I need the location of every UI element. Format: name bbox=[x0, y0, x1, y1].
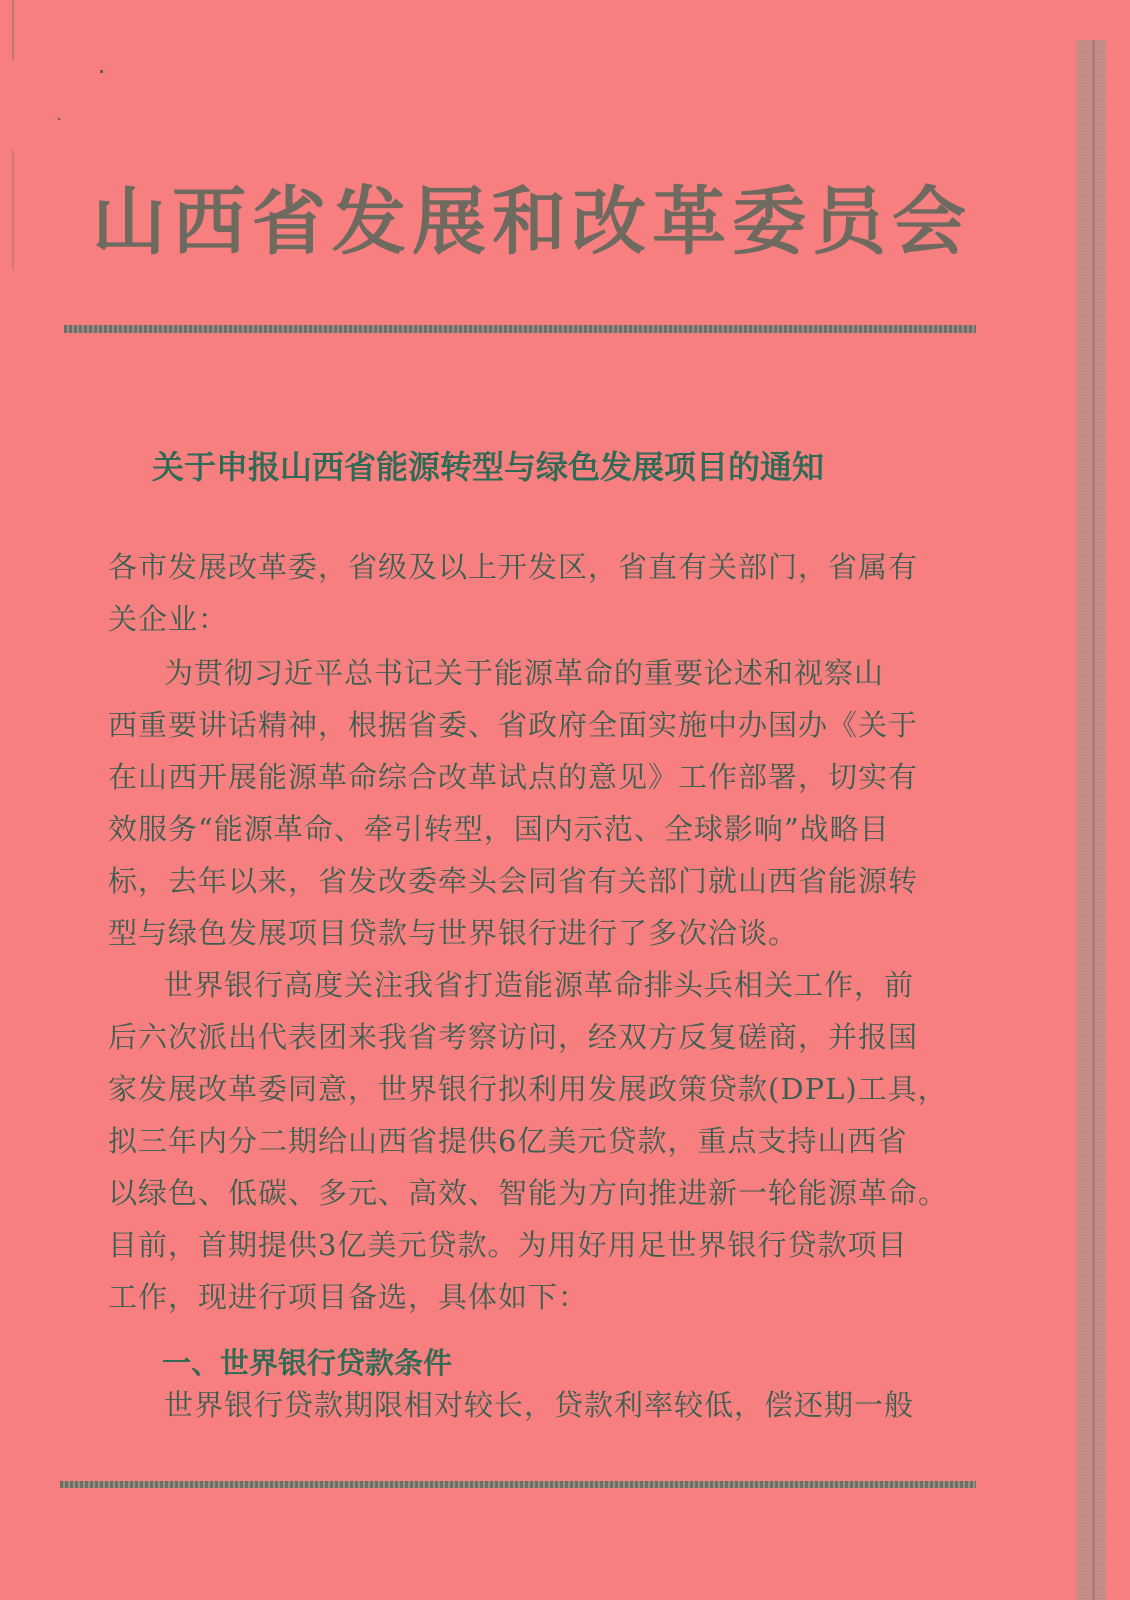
body-line: 效服务“能源革命、牵引转型，国内示范、全球影响”战略目 bbox=[108, 812, 890, 846]
section-heading: 一、世界银行贷款条件 bbox=[162, 1346, 453, 1380]
scan-edge-line bbox=[1092, 40, 1095, 1600]
body-line: 目前，首期提供3亿美元贷款。为用好用足世界银行贷款项目 bbox=[108, 1228, 908, 1262]
body-line: 后六次派出代表团来我省考察访问，经双方反复磋商，并报国 bbox=[108, 1020, 919, 1054]
body-line: 世界银行高度关注我省打造能源革命排头兵相关工作，前 bbox=[164, 968, 915, 1002]
letterhead-organization: 山西省发展和改革委员会 bbox=[92, 179, 972, 265]
scan-mark bbox=[12, 0, 14, 60]
body-line: 各市发展改革委，省级及以上开发区，省直有关部门，省属有 bbox=[108, 550, 919, 584]
body-line: 西重要讲话精神，根据省委、省政府全面实施中办国办《关于 bbox=[108, 708, 919, 742]
body-line: 家发展改革委同意，世界银行拟利用发展政策贷款(DPL)工具， bbox=[108, 1072, 948, 1106]
body-line: 标，去年以来，省发改委牵头会同省有关部门就山西省能源转 bbox=[108, 864, 919, 898]
body-line: 以绿色、低碳、多元、高效、智能为方向推进新一轮能源革命。 bbox=[108, 1176, 949, 1210]
body-line: 型与绿色发展项目贷款与世界银行进行了多次洽谈。 bbox=[108, 916, 799, 950]
scan-mark bbox=[12, 150, 14, 270]
scan-speck bbox=[58, 118, 60, 120]
body-line: 为贯彻习近平总书记关于能源革命的重要论述和视察山 bbox=[164, 656, 885, 690]
scan-speck bbox=[100, 70, 103, 73]
scan-edge-strip bbox=[1076, 40, 1106, 1600]
notice-body-continued bbox=[164, 1376, 964, 1436]
notice-body bbox=[108, 538, 949, 1338]
body-line: 世界银行贷款期限相对较长，贷款利率较低，偿还期一般 bbox=[164, 1388, 915, 1422]
body-line: 拟三年内分二期给山西省提供6亿美元贷款，重点支持山西省 bbox=[108, 1124, 908, 1158]
notice-title: 关于申报山西省能源转型与绿色发展项目的通知 bbox=[152, 448, 825, 486]
body-line: 关企业： bbox=[108, 602, 229, 636]
letterhead-rule bbox=[64, 325, 976, 333]
body-line: 工作，现进行项目备选，具体如下： bbox=[108, 1280, 589, 1314]
footer-rule bbox=[60, 1481, 976, 1488]
body-line: 在山西开展能源革命综合改革试点的意见》工作部署，切实有 bbox=[108, 760, 919, 794]
